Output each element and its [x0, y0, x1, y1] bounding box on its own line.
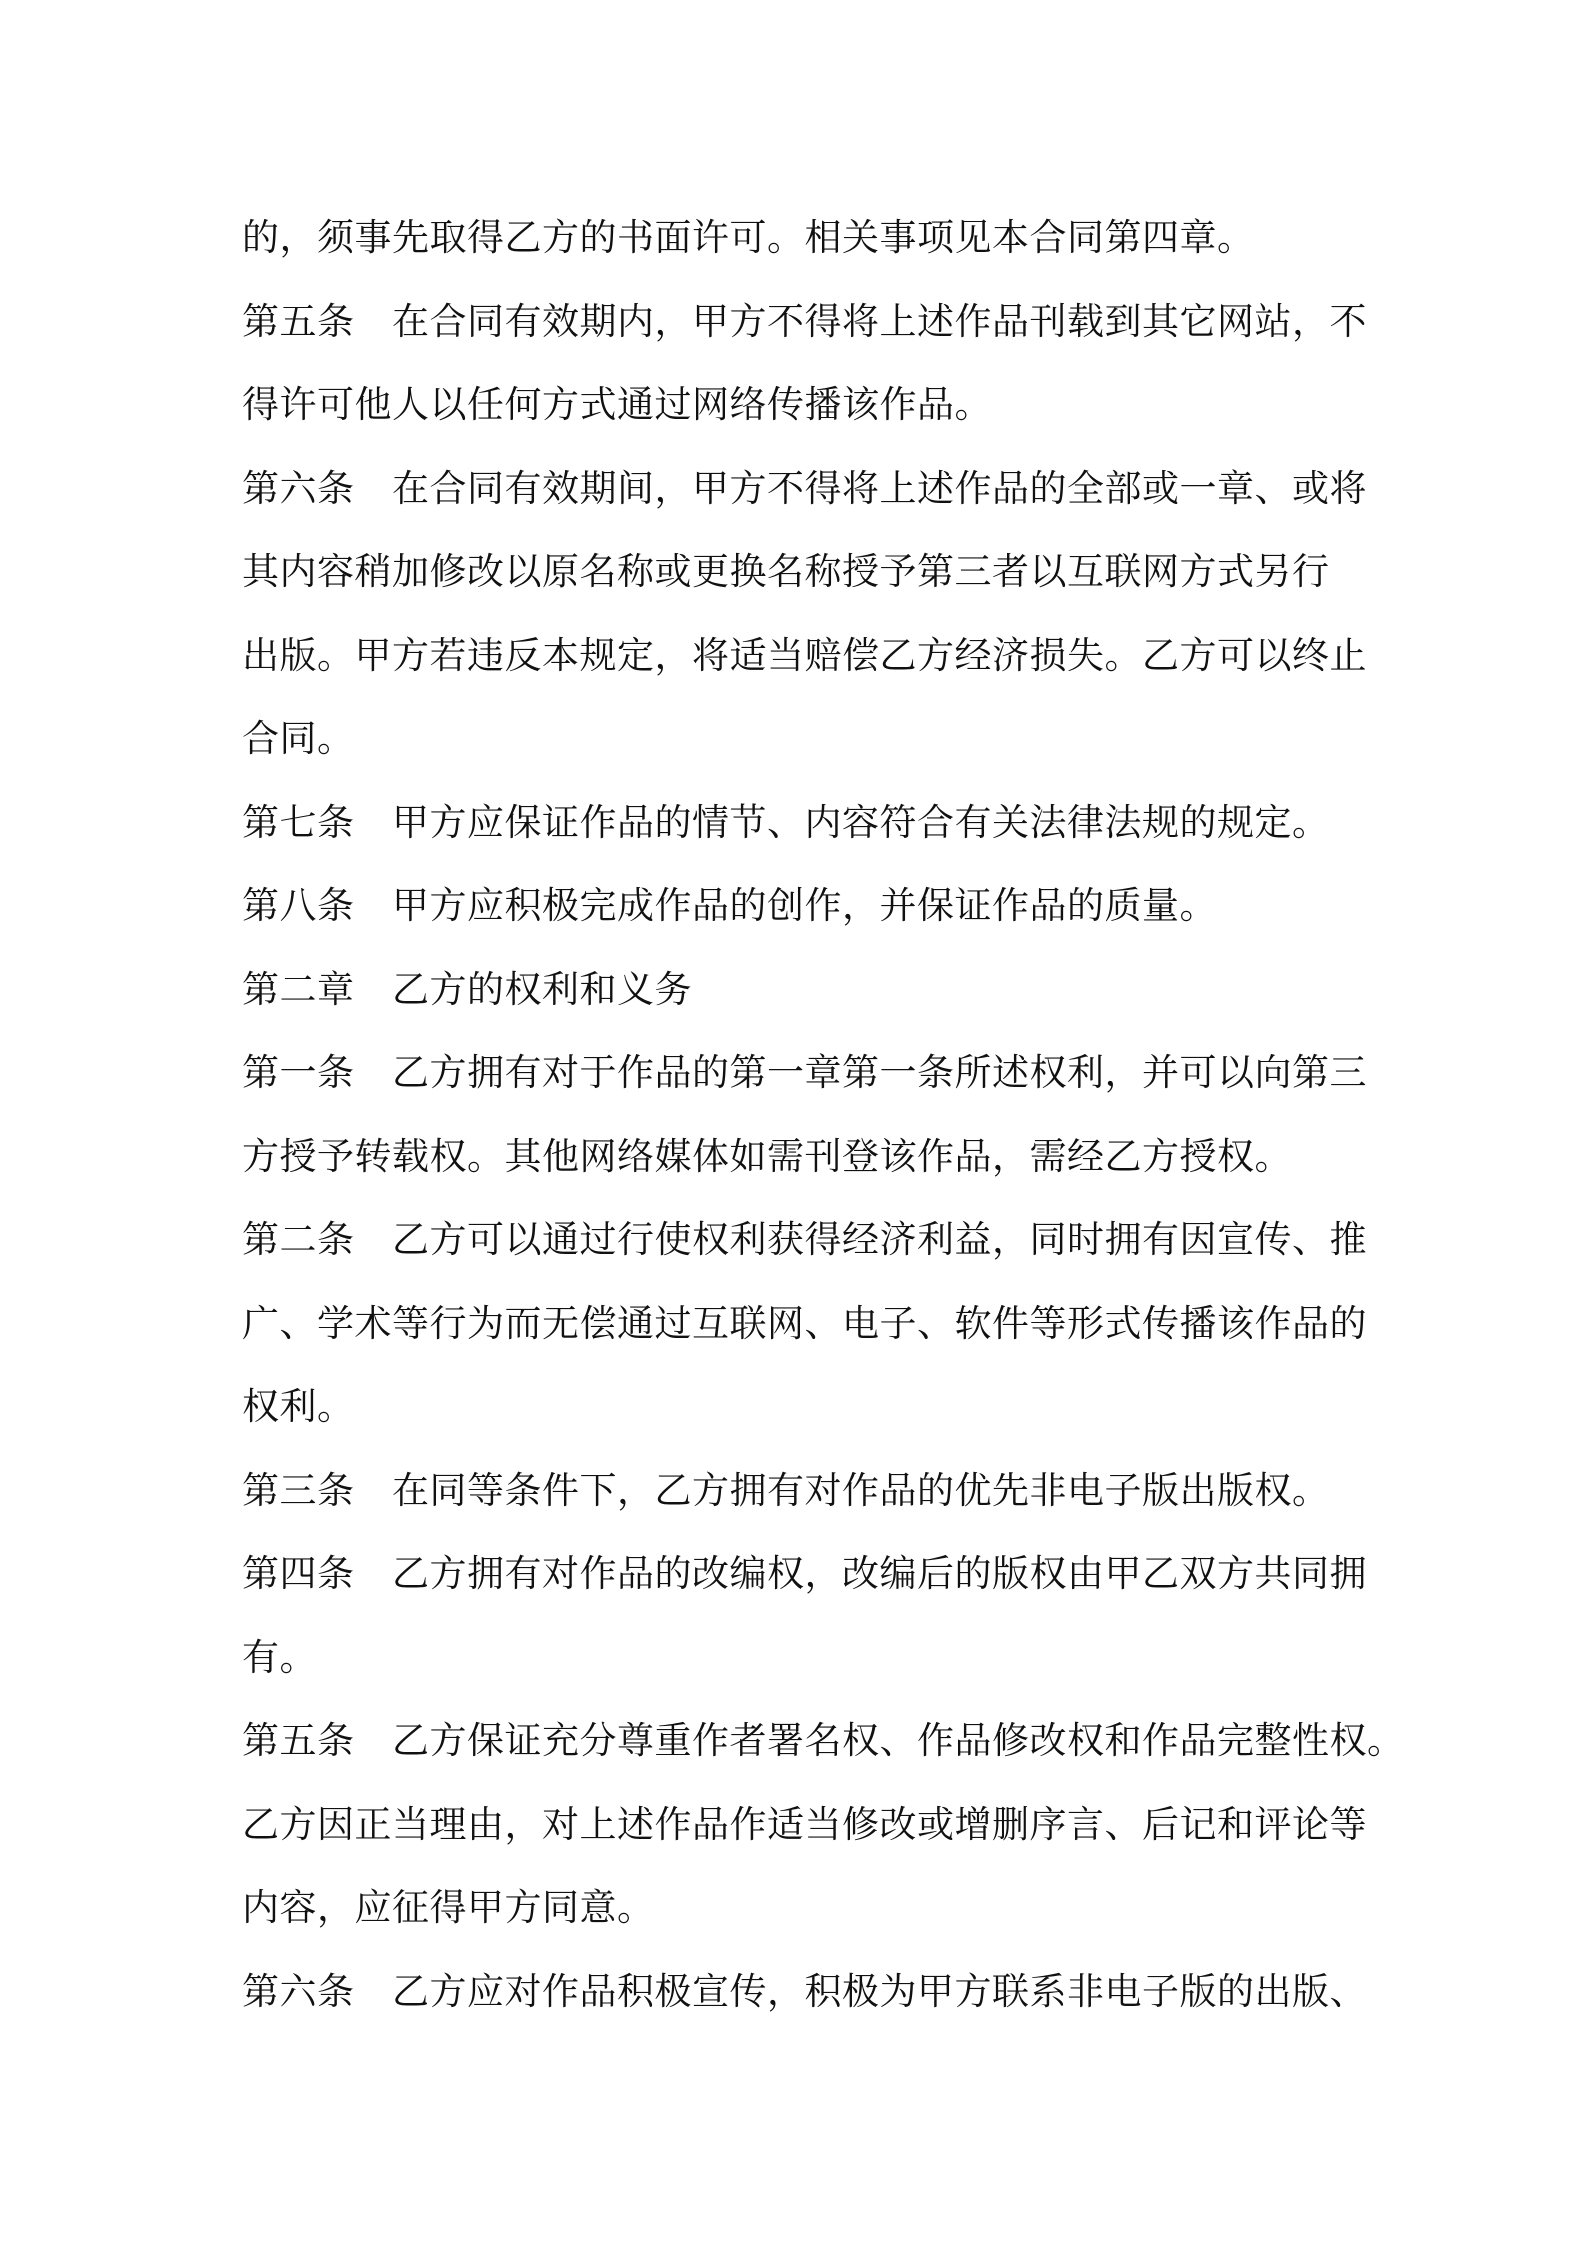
text-line: 权利。	[242, 1385, 355, 1428]
chapter-heading: 第二章 乙方的权利和义务	[242, 967, 692, 1011]
text-line: 第六条 乙方应对作品积极宣传，积极为甲方联系非电子版的出版、	[242, 1969, 1367, 2013]
text-line: 广、学术等行为而无偿通过互联网、电子、软件等形式传播该作品的	[242, 1301, 1367, 1345]
text-line: 第五条 在合同有效期内，甲方不得将上述作品刊载到其它网站，不	[242, 299, 1367, 343]
text-line: 得许可他人以任何方式通过网络传播该作品。	[242, 383, 992, 426]
text-line: 第一条 乙方拥有对于作品的第一章第一条所述权利，并可以向第三	[242, 1051, 1367, 1094]
text-line: 其内容稍加修改以原名称或更换名称授予第三者以互联网方式另行	[242, 550, 1330, 593]
text-line: 第五条 乙方保证充分尊重作者署名权、作品修改权和作品完整性权。	[242, 1719, 1405, 1762]
text-line: 方授予转载权。其他网络媒体如需刊登该作品，需经乙方授权。	[242, 1134, 1292, 1178]
text-line: 合同。	[242, 717, 355, 760]
text-line: 第八条 甲方应积极完成作品的创作，并保证作品的质量。	[242, 884, 1217, 927]
text-line: 第二条 乙方可以通过行使权利获得经济利益，同时拥有因宣传、推	[242, 1218, 1367, 1261]
text-line: 第六条 在合同有效期间，甲方不得将上述作品的全部或一章、或将	[242, 466, 1367, 510]
text-line: 乙方因正当理由，对上述作品作适当修改或增删序言、后记和评论等	[242, 1802, 1367, 1846]
text-line: 第七条 甲方应保证作品的情节、内容符合有关法律法规的规定。	[242, 800, 1330, 844]
text-line: 内容，应征得甲方同意。	[242, 1886, 655, 1929]
text-line: 有。	[242, 1635, 317, 1679]
document-body	[242, 196, 1405, 2033]
text-line: 第三条 在同等条件下，乙方拥有对作品的优先非电子版出版权。	[242, 1468, 1330, 1512]
text-line: 第四条 乙方拥有对作品的改编权，改编后的版权由甲乙双方共同拥	[242, 1552, 1367, 1595]
text-line: 出版。甲方若违反本规定，将适当赔偿乙方经济损失。乙方可以终止	[242, 633, 1367, 677]
text-line: 的，须事先取得乙方的书面许可。相关事项见本合同第四章。	[242, 216, 1255, 259]
